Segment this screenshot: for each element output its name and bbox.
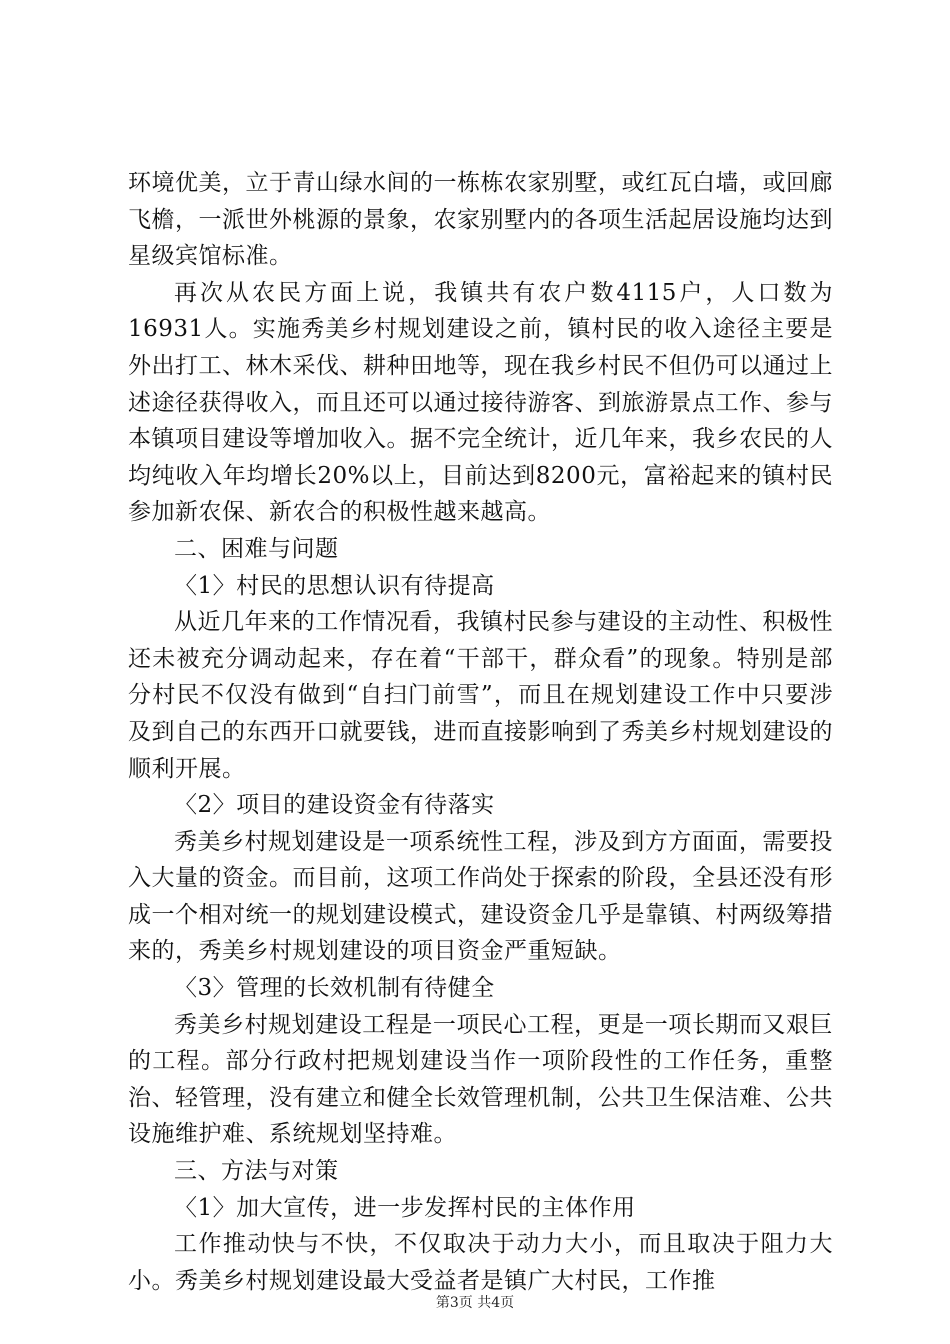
document-body <box>128 165 833 1299</box>
paragraph-farmer-income: 再次从农民方面上说，我镇共有农户数4115户，人口数为16931人。实施秀美乡村规划建设之前，镇村民的收入途径主要是外出打工、林木采伐、耕种田地等，现在我乡村民不但仍可以通过上述途径获得收入，而且还可以通过接待游客、到旅游景点工作、参与本镇项目建设等增加收入。据不完全统计，近几年来，我乡农民的人均纯收入年均增长20%以上，目前达到8200元，富裕起来的镇村民参加新农保、新农合的积极性越来越高。 <box>128 279 833 526</box>
paragraph-continuation-environment: 环境优美，立于青山绿水间的一栋栋农家别墅，或红瓦白墙，或回廊飞檐，一派世外桃源的景象，农家别墅内的各项生活起居设施均达到星级宾馆标准。 <box>128 170 833 270</box>
section-heading-difficulties: 二、困难与问题 <box>174 535 339 562</box>
paragraph-management: 秀美乡村规划建设工程是一项民心工程，更是一项长期而又艰巨的工程。部分行政村把规划建设当作一项阶段性的工作任务，重整治、轻管理，没有建立和健全长效管理机制，公共卫生保洁难、公共设施维护难、系统规划坚持难。 <box>128 1011 833 1148</box>
page-footer <box>0 1292 950 1312</box>
paragraph-awareness: 从近几年来的工作情况看，我镇村民参与建设的主动性、积极性还未被充分调动起来，存在着“干部干，群众看”的现象。特别是部分村民不仅没有做到“自扫门前雪”，而且在规划建设工作中只要涉及到自己的东西开口就要钱，进而直接影响到了秀美乡村规划建设的顺利开展。 <box>128 609 833 782</box>
paragraph-publicity: 工作推动快与不快，不仅取决于动力大小，而且取决于阻力大小。秀美乡村规划建设最大受益者是镇广大村民，工作推 <box>128 1231 833 1294</box>
paragraph-funding: 秀美乡村规划建设是一项系统性工程，涉及到方方面面，需要投入大量的资金。而目前，这项工作尚处于探索的阶段，全县还没有形成一个相对统一的规划建设模式，建设资金几乎是靠镇、村两级筹措来的，秀美乡村规划建设的项目资金严重短缺。 <box>128 828 833 965</box>
section-heading-methods: 三、方法与对策 <box>174 1158 339 1185</box>
subheading-publicity: 〈1〉加大宣传，进一步发挥村民的主体作用 <box>174 1194 636 1221</box>
subheading-management: 〈3〉管理的长效机制有待健全 <box>174 975 495 1002</box>
subheading-funding: 〈2〉项目的建设资金有待落实 <box>174 792 495 819</box>
page-number: 第3页 共4页 <box>435 1295 515 1311</box>
subheading-awareness: 〈1〉村民的思想认识有待提高 <box>174 572 495 599</box>
